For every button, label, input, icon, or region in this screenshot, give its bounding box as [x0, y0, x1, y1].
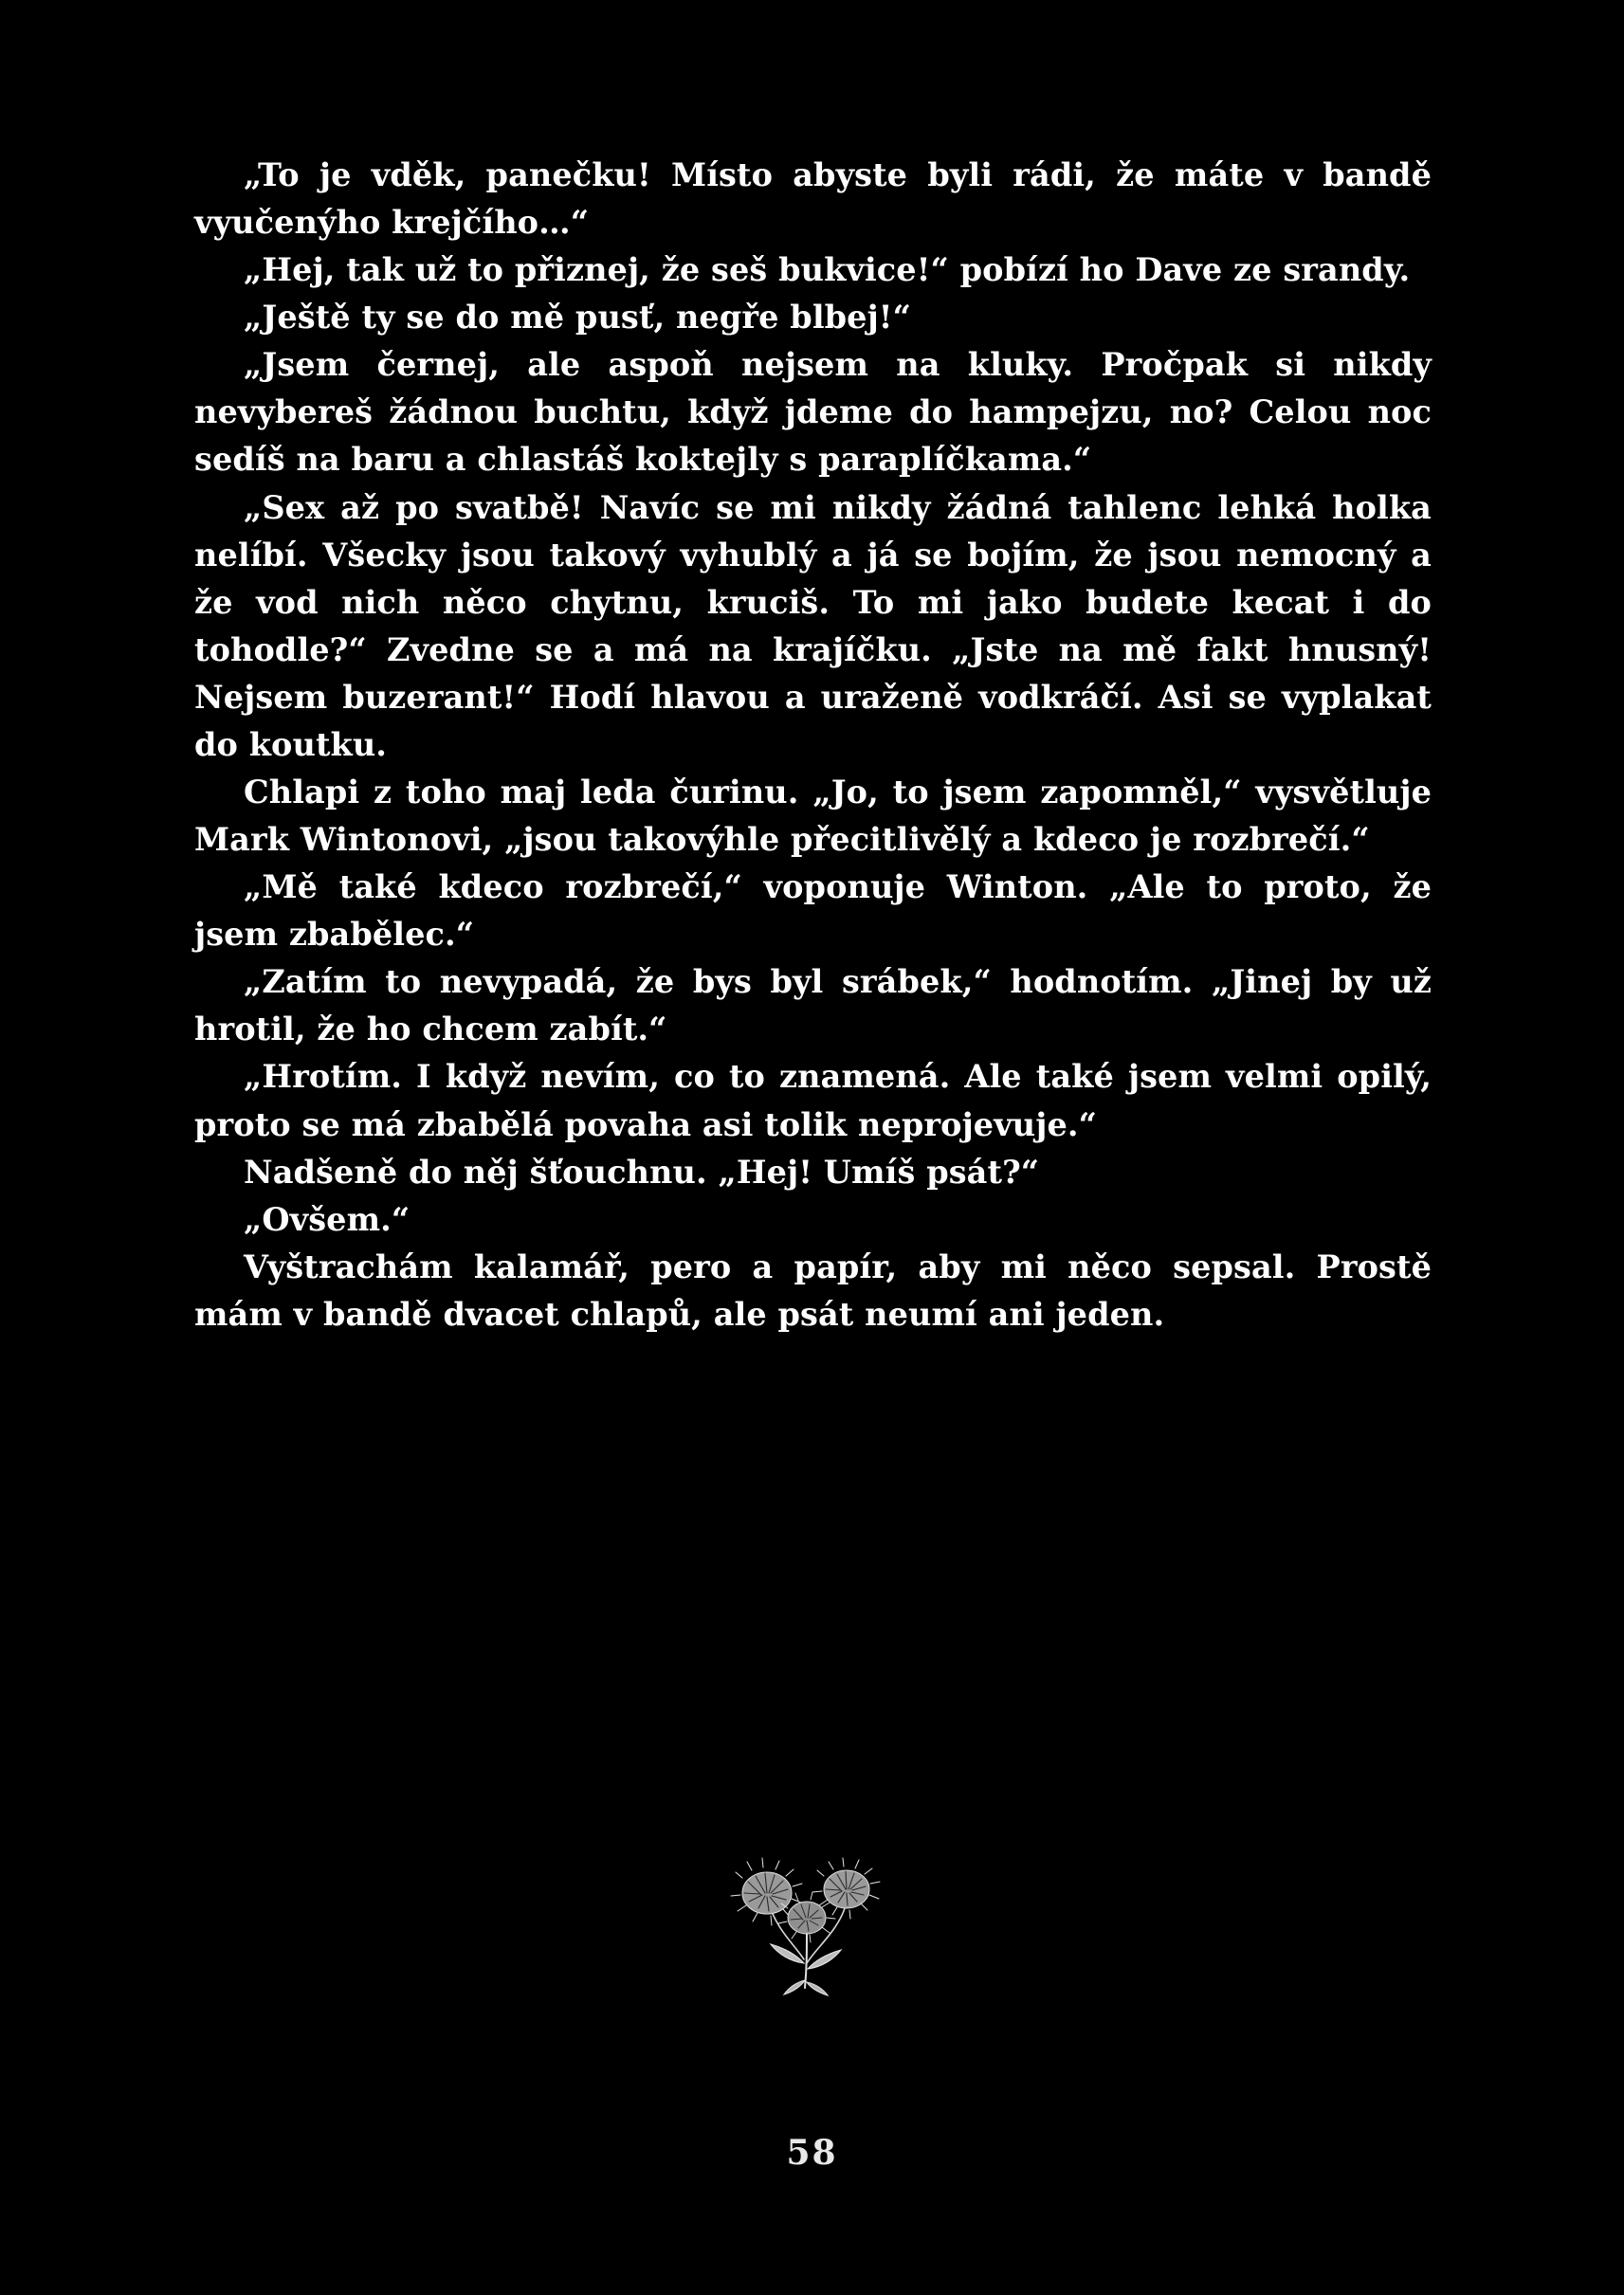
paragraph: „To je vděk, panečku! Místo abyste byli rádi, že máte v bandě vyučenýho krejčího…“ [194, 156, 1432, 242]
body-text-column [194, 152, 1432, 1339]
thistle-flower-ornament-icon [0, 1844, 1624, 2005]
paragraph: „Zatím to nevypadá, že bys byl srábek,“ hodnotím. „Jinej by už hrotil, že ho chcem zabít.“ [194, 963, 1432, 1048]
paragraph: „Ovšem.“ [244, 1200, 411, 1238]
paragraph: Vyštrachám kalamář, pero a papír, aby mi něco sepsal. Prostě mám v bandě dvacet chlapů, ale psát neumí ani jeden. [194, 1248, 1432, 1333]
paragraph: Chlapi z toho maj leda čurinu. „Jo, to jsem zapomněl,“ vysvětluje Mark Wintonovi, „jsou takovýhle přecitlivělý a kdeco je rozbrečí.“ [194, 774, 1432, 859]
paragraph: „Hrotím. I když nevím, co to znamená. Ale také jsem velmi opilý, proto se má zbabělá povaha asi tolik neprojevuje.“ [194, 1058, 1432, 1143]
paragraph: Nadšeně do něj šťouchnu. „Hej! Umíš psát?“ [244, 1153, 1040, 1191]
paragraph: „Mě také kdeco rozbrečí,“ voponuje Winton. „Ale to proto, že jsem zbabělec.“ [194, 868, 1432, 954]
paragraph: „Jsem černej, ale aspoň nejsem na kluky. Pročpak si nikdy nevybereš žádnou buchtu, když jdeme do hampejzu, no? Celou noc sedíš na baru a chlastáš koktejly s paraplíčkama.“ [194, 346, 1432, 479]
page-number: 58 [786, 2133, 838, 2173]
paragraph: „Hej, tak už to přiznej, že seš bukvice!“ pobízí ho Dave ze srandy. [244, 251, 1411, 289]
paragraph: „Sex až po svatbě! Navíc se mi nikdy žádná tahlenc lehká holka nelíbí. Všecky jsou takový vyhublý a já se bojím, že jsou nemocný a že vod nich něco chytnu, kruciš. To mi jako budete kecat i do tohodle?“ Zvedne se a má na krajíčku. „Jste na mě fakt hnusný! Nejsem buzerant!“ Hodí hlavou a uraženě vodkráčí. Asi se vyplakat do koutku. [194, 488, 1432, 763]
paragraph: „Ještě ty se do mě pusť, negře blbej!“ [244, 299, 911, 337]
